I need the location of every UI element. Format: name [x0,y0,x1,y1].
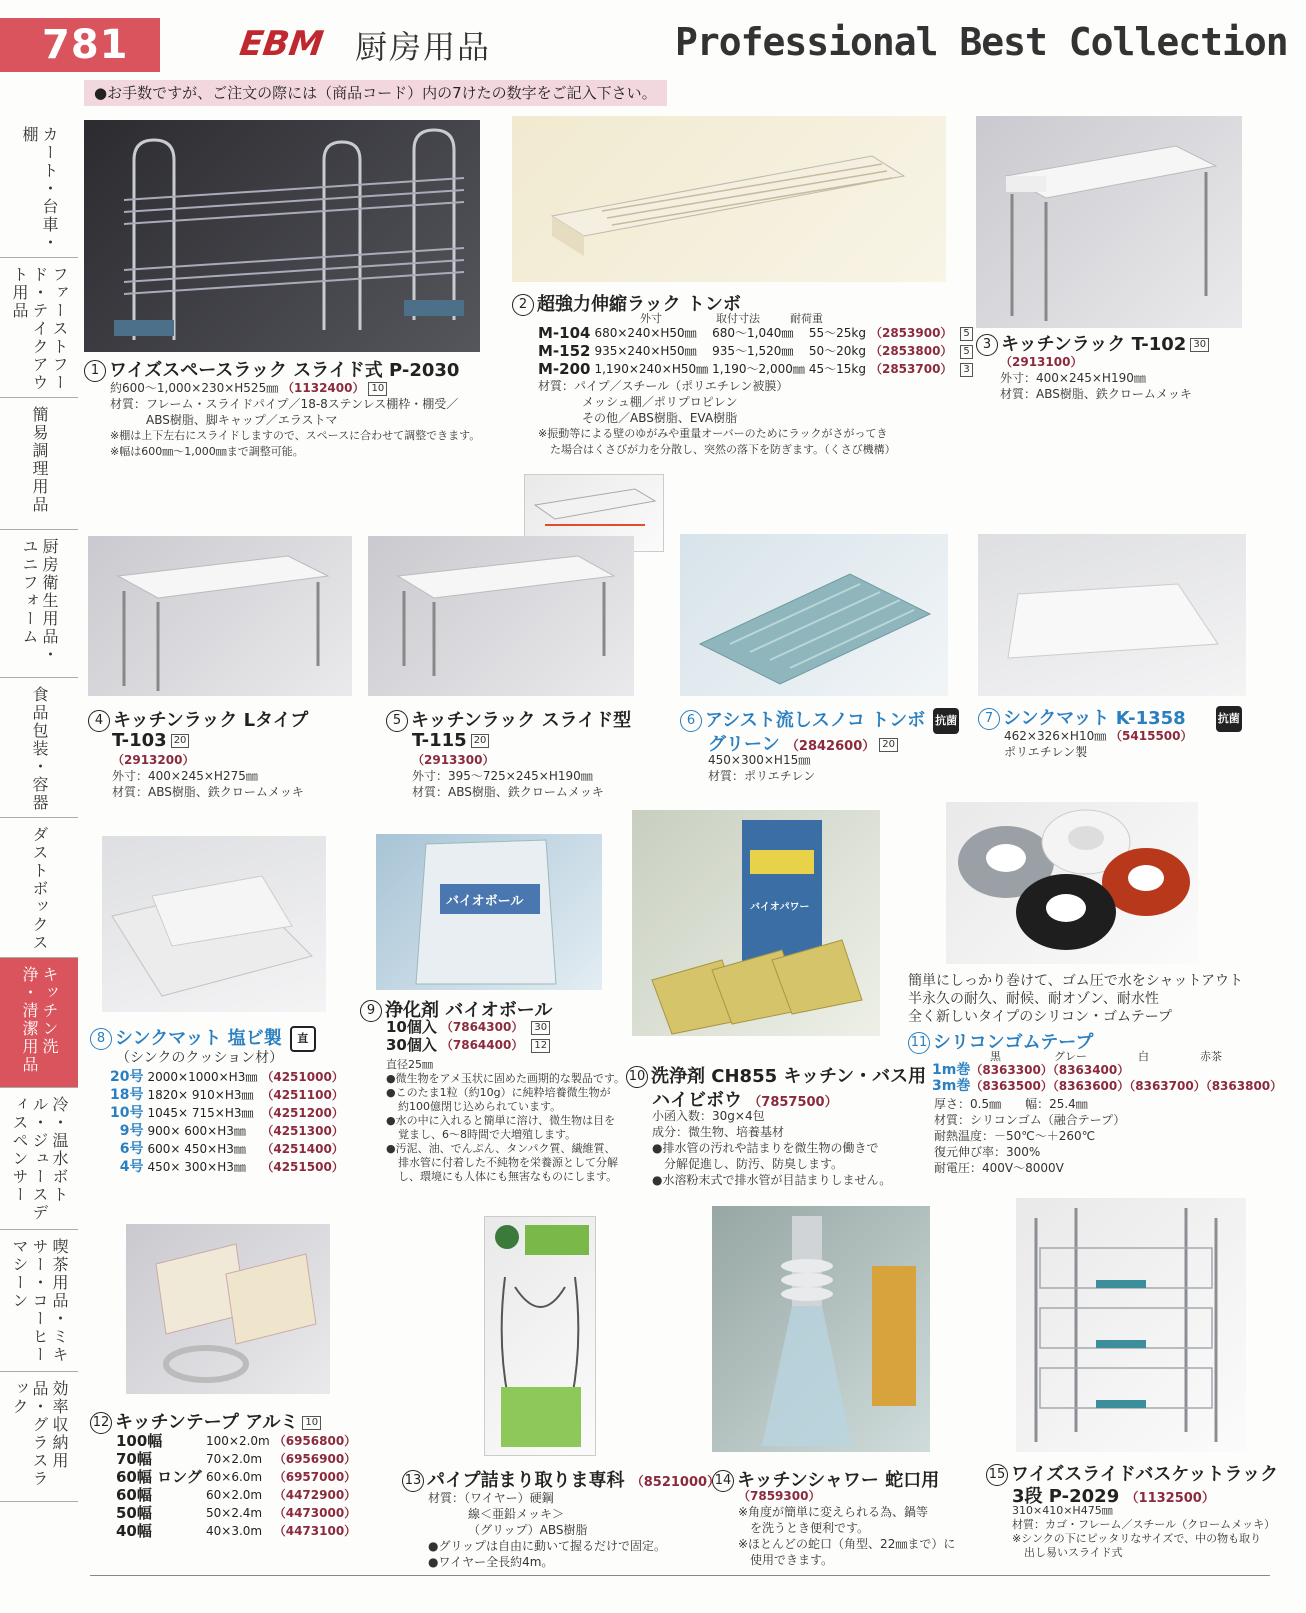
title-text: アシスト流しスノコ トンボ [705,710,926,731]
spec-table-p9 [386,1018,554,1054]
product-spec-p3 [1000,354,1192,402]
spec-line: ポリエチレン製 [1004,745,1088,759]
side-tab-bottles[interactable] [0,1088,78,1230]
product-spec-p15 [1012,1504,1275,1560]
item-number: 14 [712,1470,734,1492]
table-row [116,1432,360,1450]
product-spec-p4 [112,752,304,800]
spec-line: 分解促進し、防汚、防臭します。 [664,1157,844,1171]
side-tab-label: 喫茶用品・ミキサー・コーヒーマシーン [10,1238,69,1364]
width-label: 40幅 [116,1522,152,1540]
side-tab-label: ダストボックス [30,826,49,952]
side-tab-cleaning[interactable] [0,958,78,1088]
mount-size: 1,190～2,000㎜ [712,362,805,376]
product-photo-p5 [368,536,634,696]
product-code: （8521000） [630,1475,721,1490]
product-code: （4251400） [261,1142,344,1156]
intro-line: 半永久の耐久、耐候、耐オゾン、耐水性 [908,991,1159,1007]
pack-label: 30個入 [386,1036,437,1054]
side-tab-storage[interactable] [0,1372,78,1502]
item-number: 3 [976,334,998,356]
spec-line: 外寸：400×245×H190㎜ [1000,371,1146,385]
case-qty: 20 [879,738,898,752]
mount-size: 935～1,520㎜ [712,344,794,358]
model: T-115 [412,730,467,751]
product-code: （1132400） [282,381,365,395]
spec-line: ※ほとんどの蛇口（角型、22㎜まで）に [738,1537,956,1551]
product-code: （8363700） [1129,1079,1206,1093]
side-tab-simple-cooking[interactable] [0,398,78,530]
spec-table-p8 [110,1068,348,1176]
product-photo-p1 [84,120,480,352]
table-row [116,1504,360,1522]
direct-ship-badge: 直 [290,1026,316,1052]
spec-line: （グリップ）ABS樹脂 [468,1523,588,1537]
size-text: 1820× 910×H3㎜ [147,1088,254,1102]
color-head: 赤茶 [1200,1050,1222,1063]
spec-line: ●汚泥、油、でんぷん、タンパク質、繊維質、 [386,1142,616,1155]
product-code: （8363500） [970,1079,1053,1093]
product-title-p1 [84,356,459,382]
outer-size: 680×240×H50㎜ [594,326,697,340]
spec-line: 材質：フレーム・スライドパイプ／18-8ステンレス棚枠・棚受／ [110,397,459,411]
product-photo-p4 [88,536,352,696]
case-qty: 12 [531,1039,550,1053]
length-label: 3m巻 [932,1078,971,1094]
product-photo-p15 [1016,1198,1246,1452]
product-photo-p2 [512,116,946,282]
product-code: （6956900） [273,1452,357,1466]
product-spec-p11 [934,1096,1125,1176]
spec-line: 排水管に付着した不純物を栄養源として分解 [398,1156,618,1169]
case-qty: 30 [1190,338,1209,352]
product-spec-p7 [1004,728,1193,760]
spec-line: メッシュ棚／ポリプロピレン [582,395,738,409]
product-code: （2853700） [869,362,953,376]
item-number: 2 [512,294,534,316]
product-code: （4473100） [273,1524,357,1538]
product-code: （1132500） [1125,1491,1215,1506]
spec-line: 材質：ABS樹脂、鉄クロームメッキ [412,785,604,799]
item-number: 12 [90,1412,112,1434]
spec-line: 材質：カゴ・フレーム／スチール（クロームメッキ） [1012,1518,1276,1531]
footer-rule [90,1575,1270,1576]
product-spec-p9 [386,1058,625,1184]
product-code: （5415500） [1110,729,1193,743]
product-photo-p14 [712,1206,930,1452]
product-spec-p5 [412,752,604,800]
side-tab-label: 冷・温水ボトル・ジュースディスペンサー [10,1096,69,1222]
spec-line: 材質：シリコンゴム（融合テープ） [934,1113,1126,1127]
item-number: 4 [88,710,110,732]
side-tab-label: 効率収納用品・グラスラック [10,1380,69,1488]
model: M-152 [538,342,591,360]
spec-line: ※振動等による壁のゆがみや重量オーバーのためにラックがさがってき [538,427,888,440]
spec-line: ●グリップは自由に動いて握るだけで固定。 [428,1539,666,1553]
product-code: （8363600） [1052,1079,1130,1093]
product-title-p8 [90,1024,316,1052]
product-code: （7864300） [440,1020,524,1034]
size-text: 2000×1000×H3㎜ [147,1070,258,1084]
size-label: 10号 [110,1105,144,1121]
side-tab-label: 食品包装・容器 [30,686,49,812]
width-label: 60幅 ロング [116,1468,202,1486]
size-text: 450× 300×H3㎜ [147,1160,246,1174]
product-photo-p8 [102,836,326,1012]
spec-line: その他／ABS樹脂、EVA樹脂 [582,411,738,425]
load: 45～15kg [808,362,866,376]
spec-line: 小函入数：30g×4包 [652,1109,765,1123]
spec-line: ※角度が簡単に変えられる為、鍋等 [738,1505,929,1519]
side-tab-label: ファーストフード・テイクアウト用品 [10,266,69,392]
product-spec-p6 [708,752,815,784]
outer-size: 1,190×240×H50㎜ [594,362,709,376]
product-code: （8363800） [1205,1079,1283,1093]
product-title-p10 [626,1062,926,1088]
product-title-p4 [88,706,308,732]
size-text: 100×2.0m [206,1434,270,1448]
product-spec-p2 [538,378,896,458]
spec-line: ※シンクの下にピッタリなサイズで、中の物も取り [1012,1532,1262,1545]
table-row [386,1018,554,1036]
title-text: 洗浄剤 CH855 キッチン・バス用 [651,1066,927,1087]
spec-line: 厚さ：0.5㎜ 幅：25.4㎜ [934,1097,1088,1111]
spec-line: ●水の中に入れると簡単に溶け、微生物は目を [386,1114,616,1127]
spec-line: 外寸：395～725×245×H190㎜ [412,769,593,783]
product-photo-p6 [680,534,948,696]
table-row [116,1522,360,1540]
product-photo-p13 [484,1216,596,1456]
spec-line: ●微生物をアメ玉状に固めた画期的な製品です。 [386,1072,626,1085]
product-code: （6957000） [273,1470,357,1484]
side-tab-dustbox[interactable] [0,818,78,958]
model: M-104 [538,324,591,342]
product-code: （6956800） [273,1434,357,1448]
product-code: （8363300） [970,1063,1053,1077]
col-head-outer: 外寸 [640,312,662,325]
side-tab-carts[interactable] [0,118,78,258]
model: T-103 [112,730,167,751]
intro-line: 簡単にしっかり巻けて、ゴム圧で水をシャットアウト [908,973,1244,989]
spec-row-p11-3m [932,1078,1282,1094]
size-text: 約600～1,000×230×H525㎜ [110,381,279,395]
title-text: キッチンラック T-102 [1001,334,1187,355]
table-row [538,360,977,378]
side-tab-label: カート・台車・棚 [20,126,59,252]
size-text: 1045× 715×H3㎜ [147,1106,254,1120]
product-size-p1 [110,380,387,396]
spec-line: ABS樹脂、脚キャップ／エラストマ [146,413,338,427]
col-head-mount: 取付寸法 [716,312,760,325]
title-text: シンクマット K-1358 [1003,708,1186,729]
size-label: 18号 [110,1087,144,1103]
table-row [110,1068,348,1086]
item-number: 10 [626,1066,648,1088]
title-text: 浄化剤 バイオボール [385,1000,553,1021]
product-code: （4251300） [261,1124,344,1138]
page-number: 781 [0,18,160,72]
size-text: 900× 600×H3㎜ [147,1124,246,1138]
title-text: ハイビボウ [652,1090,742,1111]
width-label: 100幅 [116,1432,163,1450]
side-tab-label: 厨房衛生用品・ユニフォーム [20,538,59,664]
product-title-p12 [90,1408,321,1434]
product-code: （2913300） [412,753,495,767]
table-row [110,1140,348,1158]
size-text: 462×326×H10㎜ [1004,729,1107,743]
size-label: 6号 [119,1141,144,1157]
spec-line: た場合はくさびが力を分散し、突然の落下を防ぎます。（くさび機構） [550,443,896,456]
item-number: 11 [908,1032,930,1054]
category-title: 厨房用品 [355,28,492,66]
size-text: 60×2.0m [206,1488,263,1502]
table-row [110,1158,348,1176]
spec-line: ●このたま1粒（約10g）に純粋培養微生物が [386,1086,611,1099]
product-code: （4472900） [273,1488,357,1502]
case-qty: 10 [302,1416,321,1430]
product-model-p4 [112,730,189,751]
title-text: パイプ詰まり取りま専科 [427,1470,625,1491]
size-text: 40×3.0m [206,1524,263,1538]
item-number: 5 [386,710,408,732]
product-intro-p11 [908,972,1243,1026]
product-title-p5 [386,706,631,732]
product-model-p5 [412,730,489,751]
product-code: （8363400） [1052,1063,1130,1077]
table-row [116,1468,360,1486]
package-label: バイオボール [446,894,524,909]
product-title-p2 [512,290,741,316]
spec-line: 材質：（ワイヤー）硬鋼 [428,1491,554,1505]
spec-line: 覚まし、6～8時間で大増殖します。 [398,1128,577,1141]
title-text: 超強力伸縮ラック トンボ [537,294,741,315]
table-row [110,1104,348,1122]
side-tab-packaging[interactable] [0,678,78,818]
spec-line: ※棚は上下左右にスライドしますので、スペースに合わせて調整できます。 [110,429,481,442]
spec-line: 材質：ABS樹脂、鉄クロームメッキ [1000,387,1192,401]
size-text: 50×2.4m [206,1506,263,1520]
product-code: （7864400） [440,1038,524,1052]
product-photo-p12 [126,1224,330,1394]
table-row [116,1486,360,1504]
size-label: 4号 [119,1159,144,1175]
mount-size: 680～1,040㎜ [712,326,794,340]
spec-row-p11-1m [932,1062,1129,1078]
item-number: 6 [680,710,702,732]
product-code: （4251200） [261,1106,344,1120]
col-head-load: 耐荷重 [790,312,823,325]
item-number: 15 [986,1464,1008,1486]
product-code: （4251000） [261,1070,344,1084]
table-row [116,1450,360,1468]
title-text: 3段 P-2029 [1012,1486,1120,1507]
item-number: 8 [90,1028,112,1050]
product-spec-p14 [738,1488,955,1568]
product-title-p13 [402,1466,720,1492]
spec-line: ●ワイヤー全長約4m。 [428,1555,554,1569]
title-text: キッチンシャワー 蛇口用 [737,1470,940,1491]
product-photo-p3 [976,116,1242,328]
item-number: 13 [402,1470,424,1492]
product-photo-p7 [978,534,1246,696]
spec-line: 材質：ポリエチレン [708,769,816,783]
case-qty: 20 [171,734,190,748]
title-text: シンクマット 塩ビ製 [115,1028,282,1049]
case-qty: 5 [960,327,972,341]
table-row [538,324,977,342]
product-photo-p9 [376,834,602,990]
case-qty: 30 [531,1021,550,1035]
product-photo-p10 [632,810,880,1036]
table-row [538,342,977,360]
size-text: 60×6.0m [206,1470,263,1484]
spec-line: 外寸：400×245×H275㎜ [112,769,258,783]
title-text: グリーン [708,734,780,755]
spec-line: 耐電圧：400V～8000V [934,1161,1064,1175]
order-notice: ●お手数ですが、ご注文の際には（商品コード）内の7けたの数字をご記入下さい。 [84,80,667,106]
side-tab-label: キッチン洗浄・清潔用品 [20,966,59,1074]
pack-label: 10個入 [386,1018,437,1036]
product-code: （2853900） [869,326,953,340]
case-qty: 5 [960,345,972,359]
width-label: 60幅 [116,1486,152,1504]
title-text: キッチンテープ アルミ [115,1412,299,1433]
product-spec-p1 [110,396,480,460]
case-qty: 20 [471,734,490,748]
spec-line: 耐熱温度：－50℃～＋260℃ [934,1129,1096,1143]
item-number: 9 [360,1000,382,1022]
antibacterial-badge: 抗菌 [933,708,959,734]
side-tab-coffee[interactable] [0,1230,78,1372]
spec-line: を洗うとき便利です。 [750,1521,870,1535]
product-title-p3 [976,330,1209,356]
spec-table-p2 [538,324,977,378]
product-code: （2842600） [785,739,876,754]
item-number: 7 [978,708,1000,730]
product-code: （7857500） [748,1095,838,1110]
side-tab-fastfood[interactable] [0,258,78,398]
spec-line: 復元伸び率：300% [934,1145,1041,1159]
product-code: （7859300） [738,1489,821,1503]
width-label: 50幅 [116,1504,152,1522]
spec-line: ●水溶粉末式で排水管が目詰まりしません。 [652,1173,892,1187]
spec-line: 材質：パイプ／スチール（ポリエチレン被膜） [538,379,789,393]
side-tab-hygiene[interactable] [0,530,78,678]
spec-line: し、環境にも人体にも無害なものにします。 [398,1170,618,1183]
model: M-200 [538,360,591,378]
load: 50～20kg [808,344,866,358]
side-tab-label: 簡易調理用品 [30,406,49,514]
spec-line: 450×300×H15㎜ [708,753,811,767]
intro-line: 全く新しいタイプのシリコン・ゴムテープ [908,1009,1173,1025]
product-photo-p11 [946,802,1198,964]
product-code: （4251100） [261,1088,344,1102]
title-text: キッチンラック スライド型 [411,710,632,731]
color-head: 白 [1138,1050,1149,1063]
table-row [110,1122,348,1140]
spec-line: 310×410×H475㎜ [1012,1504,1113,1517]
load: 55～25kg [808,326,866,340]
brand-logo: EBM [237,24,326,64]
spec-line: 出し易いスライド式 [1024,1546,1123,1559]
size-text: 70×2.0m [206,1452,263,1466]
title-text: ワイズスペースラック スライド式 P-2030 [109,360,460,381]
case-qty: 3 [960,363,972,377]
product-subtitle-p8: （シンクのクッション材） [116,1050,284,1066]
spec-line: 成分：微生物、培養基材 [652,1125,785,1139]
size-label: 9号 [119,1123,144,1139]
case-qty: 10 [368,382,387,396]
product-spec-p10 [652,1108,891,1188]
table-row [386,1036,554,1054]
title-text: キッチンラック Lタイプ [113,710,309,731]
spec-line: ●排水管の汚れや詰まりを微生物の働きで [652,1141,879,1155]
spec-line: 直径25㎜ [386,1058,433,1071]
size-label: 20号 [110,1069,144,1085]
product-code: （2913100） [1000,355,1083,369]
spec-table-p12 [116,1432,360,1540]
collection-title: Professional Best Collection [675,20,1288,64]
spec-line: 線＜亜鉛メッキ＞ [468,1507,565,1521]
product-code: （4251500） [261,1160,344,1174]
length-label: 1m巻 [932,1062,971,1078]
spec-line: 材質：ABS樹脂、鉄クロームメッキ [112,785,304,799]
spec-line: ※幅は600㎜～1,000㎜まで調整可能。 [110,445,304,458]
product-code: （4473000） [273,1506,357,1520]
title-text: ワイズスライドバスケットラック [1011,1464,1279,1485]
size-text: 600× 450×H3㎜ [147,1142,246,1156]
width-label: 70幅 [116,1450,152,1468]
item-number: 1 [84,360,106,382]
color-head: グレー [1054,1050,1087,1063]
spec-line: 使用できます。 [750,1553,834,1567]
color-head: 黒 [990,1050,1001,1063]
table-row [110,1086,348,1104]
package-label: バイオパワー [750,902,810,913]
product-code: （2913200） [112,753,195,767]
title-text: シリコンゴムテープ [933,1032,1094,1053]
product-code: （2853800） [869,344,953,358]
outer-size: 935×240×H50㎜ [594,344,697,358]
antibacterial-badge: 抗菌 [1216,706,1242,732]
product-spec-p13 [428,1490,666,1570]
spec-line: 約100億閉じ込められています。 [398,1100,562,1113]
